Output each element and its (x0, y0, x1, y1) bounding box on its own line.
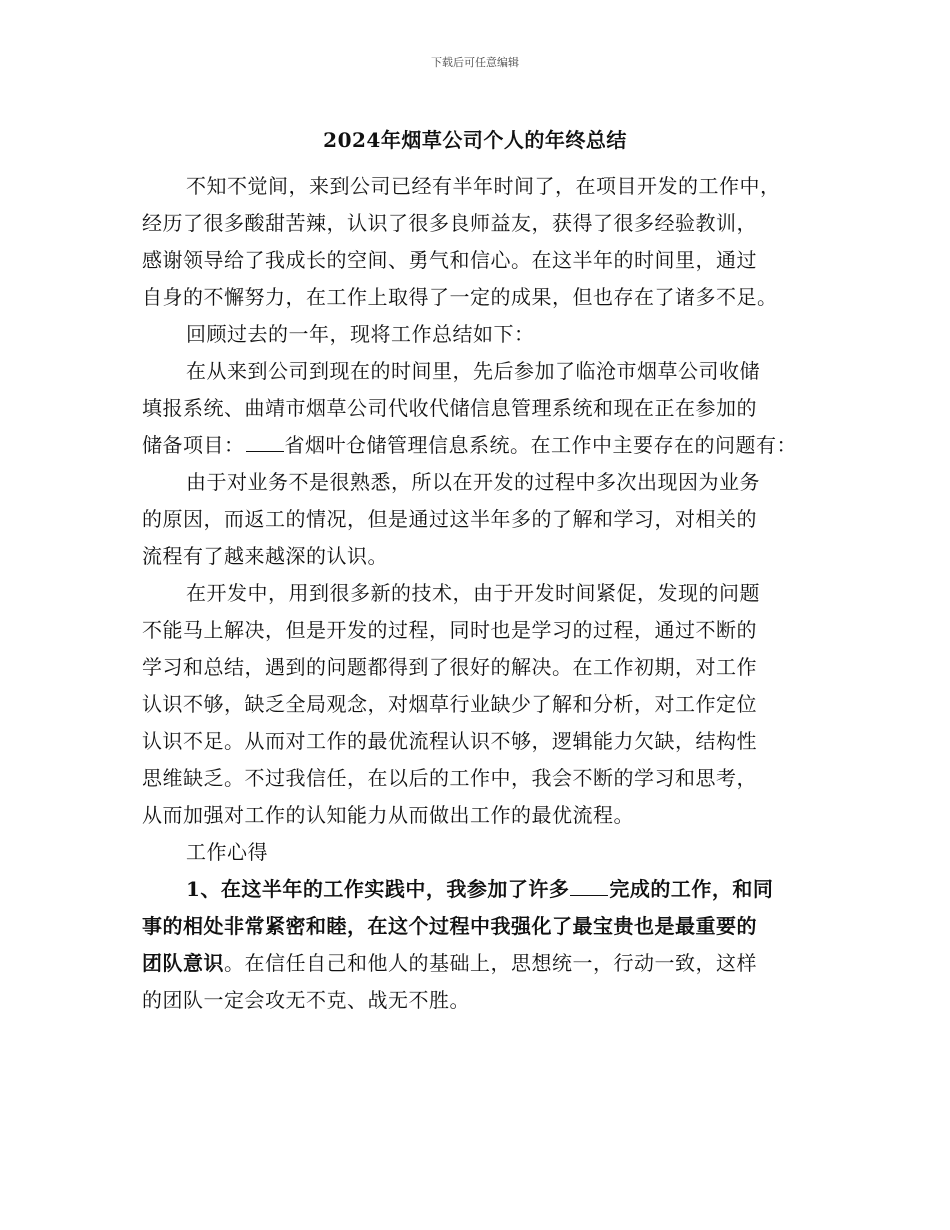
section-heading: 工作心得 (186, 840, 268, 864)
text-line: 回顾过去的一年，现将工作总结如下： (186, 322, 535, 346)
text-line (142, 871, 812, 908)
text-line: 在开发中，用到很多新的技术，由于开发时间紧促，发现的问题 (186, 581, 760, 605)
text-line: 从而加强对工作的认知能力从而做出工作的最优流程。 (142, 803, 634, 827)
document-body (142, 168, 812, 1019)
text-fragment: 。在信任自己和他人的基础上，思想统一，行动一致，这样 (224, 951, 757, 975)
paragraph-business (142, 464, 812, 575)
fill-in-blank (570, 877, 608, 896)
text-fragment: 储备项目： (142, 433, 245, 457)
text-line: 思维缺乏。不过我信任，在以后的工作中，我会不断的学习和思考， (142, 766, 757, 790)
text-line: 不知不觉间，来到公司已经有半年时间了，在项目开发的工作中， (186, 174, 781, 198)
paragraph-experience-1 (142, 871, 812, 1019)
text-line (142, 427, 812, 464)
text-line: 感谢领导给了我成长的空间、勇气和信心。在这半年的时间里，通过 (142, 248, 757, 272)
text-line: 学习和总结，遇到的问题都得到了很好的解决。在工作初期，对工作 (142, 655, 757, 679)
paragraph-review (142, 316, 812, 353)
text-line: 填报系统、曲靖市烟草公司代收代储信息管理系统和现在正在参加的 (142, 396, 757, 420)
text-line: 由于对业务不是很熟悉，所以在开发的过程中多次出现因为业务 (186, 470, 760, 494)
header-note: 下载后可任意编辑 (431, 56, 519, 69)
text-line: 事的相处非常紧密和睦，在这个过程中我强化了最宝贵也是最重要的 (142, 914, 757, 938)
text-line: 认识不够，缺乏全局观念，对烟草行业缺少了解和分析，对工作定位 (142, 692, 757, 716)
text-line: 经历了很多酸甜苦辣，认识了很多良师益友，获得了很多经验教训， (142, 211, 757, 235)
paragraph-heading-experience (142, 834, 812, 871)
paragraph-development (142, 575, 812, 834)
text-fragment-bold: 团队意识 (142, 951, 224, 975)
text-line: 的团队一定会攻无不克、战无不胜。 (142, 988, 470, 1012)
page-title: 2024年烟草公司个人的年终总结 (323, 128, 627, 152)
text-line (142, 945, 812, 982)
text-line: 的原因，而返工的情况，但是通过这半年多的了解和学习，对相关的 (142, 507, 757, 531)
text-fragment: 省烟叶仓储管理信息系统。在工作中主要存在的问题有： (284, 433, 797, 457)
text-fragment: 完成的工作，和同 (609, 877, 774, 901)
text-fragment: 1、在这半年的工作实践中，我参加了许多 (186, 877, 570, 901)
paragraph-intro (142, 168, 812, 316)
paragraph-projects (142, 353, 812, 464)
fill-in-blank (246, 433, 284, 452)
text-line: 自身的不懈努力，在工作上取得了一定的成果，但也存在了诸多不足。 (142, 285, 778, 309)
text-line: 不能马上解决，但是开发的过程，同时也是学习的过程，通过不断的 (142, 618, 757, 642)
text-line: 在从来到公司到现在的时间里，先后参加了临沧市烟草公司收储 (186, 359, 760, 383)
text-line: 流程有了越来越深的认识。 (142, 544, 388, 568)
text-line: 认识不足。从而对工作的最优流程认识不够，逻辑能力欠缺，结构性 (142, 729, 757, 753)
